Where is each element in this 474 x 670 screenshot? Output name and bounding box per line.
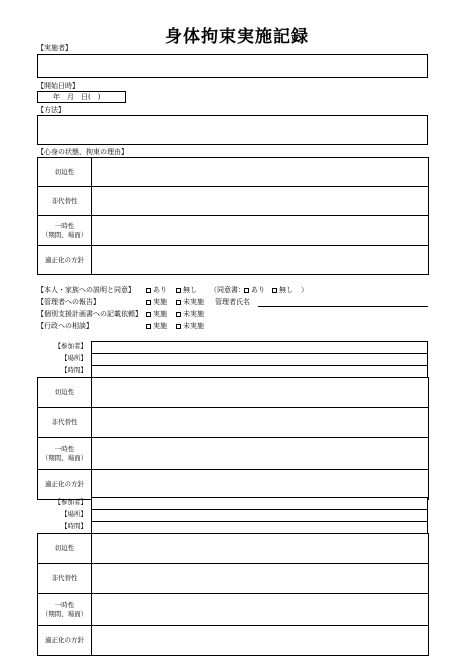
method-field[interactable]: [37, 115, 428, 145]
start-date-label: 【開始日時】: [37, 82, 79, 90]
m1-temporary-line2: （期間、場面）: [41, 453, 88, 462]
explanation-opt-yes[interactable]: あり: [146, 286, 167, 295]
meeting1-participants-field[interactable]: [92, 342, 428, 354]
meeting2-time-label: 【時間】: [61, 522, 87, 530]
m2-temporary-label: [38, 594, 92, 626]
m2-urgency-field[interactable]: [92, 534, 429, 564]
m1-non-substitutability-label: 非代替性: [38, 408, 92, 438]
checkbox-icon: [146, 324, 151, 329]
checkbox-icon: [176, 300, 181, 305]
meeting1-criteria-table: [37, 377, 429, 500]
consult-opt-done[interactable]: 実施: [146, 322, 167, 331]
meeting1-time-label: 【時間】: [61, 366, 87, 374]
urgency-label: 切迫性: [38, 158, 92, 187]
meeting1-info-table: [91, 341, 428, 378]
appropriateness-field[interactable]: [92, 246, 429, 275]
date-format-text: 年 月 日( ): [53, 93, 101, 101]
m1-urgency-label: 切迫性: [38, 378, 92, 408]
checkbox-icon: [146, 288, 151, 293]
checkbox-icon: [146, 300, 151, 305]
method-label: 【方法】: [37, 106, 65, 114]
reason-label: 【心身の状態、拘束の理由】: [37, 148, 128, 156]
checkbox-icon: [176, 324, 181, 329]
plan-label: 【個別支援計画書への記載依頼】: [37, 310, 142, 318]
consent-close: ）: [301, 286, 308, 294]
meeting1-place-field[interactable]: [92, 354, 428, 366]
temporary-label-line1: 一時性: [54, 221, 75, 230]
meeting1-time-field[interactable]: [92, 366, 428, 378]
m2-temporary-field[interactable]: [92, 594, 429, 626]
report-opt-notdone[interactable]: 未実施: [176, 298, 204, 307]
plan-opt-done[interactable]: 実施: [146, 310, 167, 319]
report-opt-done[interactable]: 実施: [146, 298, 167, 307]
consult-opt-notdone[interactable]: 未実施: [176, 322, 204, 331]
urgency-field[interactable]: [92, 158, 429, 187]
appropriateness-label: 適正化の方針: [38, 246, 92, 275]
meeting1-place-label: 【場所】: [61, 354, 87, 362]
explanation-label: 【本人・家族への説明と同意】: [37, 286, 135, 294]
temporary-label: [38, 216, 92, 246]
meeting1-participants-label: 【参加者】: [54, 342, 87, 350]
report-label: 【管理者への報告】: [37, 298, 100, 306]
meeting2-place-label: 【場所】: [61, 510, 87, 518]
checkbox-icon: [244, 288, 249, 293]
non-substitutability-label: 非代替性: [38, 187, 92, 216]
page-title: 身体拘束実施記録: [165, 27, 309, 47]
m1-appropriateness-label: 適正化の方針: [38, 470, 92, 500]
manager-name-label: 管理者氏名: [215, 298, 250, 306]
consent-opt-yes[interactable]: あり: [244, 286, 265, 295]
m1-temporary-line1: 一時性: [54, 444, 75, 453]
meeting2-participants-label: 【参加者】: [54, 498, 87, 506]
m1-temporary-label: [38, 438, 92, 470]
m2-temporary-line1: 一時性: [54, 600, 75, 609]
reason-table: [37, 157, 429, 275]
start-date-field[interactable]: [37, 91, 126, 103]
m1-temporary-field[interactable]: [92, 438, 429, 470]
meeting2-info-table: [91, 497, 428, 534]
m2-non-substitutability-field[interactable]: [92, 564, 429, 594]
m2-appropriateness-field[interactable]: [92, 626, 429, 656]
m2-non-substitutability-label: 非代替性: [38, 564, 92, 594]
explanation-opt-no[interactable]: 無し: [176, 286, 197, 295]
implementer-field[interactable]: [37, 54, 428, 78]
manager-name-field[interactable]: [258, 306, 428, 307]
meeting2-criteria-table: [37, 533, 429, 656]
m2-urgency-label: 切迫性: [38, 534, 92, 564]
temporary-field[interactable]: [92, 216, 429, 246]
meeting2-time-field[interactable]: [92, 522, 428, 534]
checkbox-icon: [176, 288, 181, 293]
non-substitutability-field[interactable]: [92, 187, 429, 216]
meeting2-place-field[interactable]: [92, 510, 428, 522]
m2-temporary-line2: （期間、場面）: [41, 609, 88, 618]
consult-label: 【行政への相談】: [37, 322, 93, 330]
m2-appropriateness-label: 適正化の方針: [38, 626, 92, 656]
m1-appropriateness-field[interactable]: [92, 470, 429, 500]
checkbox-icon: [176, 312, 181, 317]
checkbox-icon: [272, 288, 277, 293]
consent-opt-no[interactable]: 無し: [272, 286, 293, 295]
m1-urgency-field[interactable]: [92, 378, 429, 408]
consent-label: （同意書：: [210, 286, 245, 294]
meeting2-participants-field[interactable]: [92, 498, 428, 510]
temporary-label-line2: （期間、場面）: [41, 230, 88, 239]
checkbox-icon: [146, 312, 151, 317]
m1-non-substitutability-field[interactable]: [92, 408, 429, 438]
implementer-label: 【実施者】: [37, 44, 72, 52]
plan-opt-notdone[interactable]: 未実施: [176, 310, 204, 319]
